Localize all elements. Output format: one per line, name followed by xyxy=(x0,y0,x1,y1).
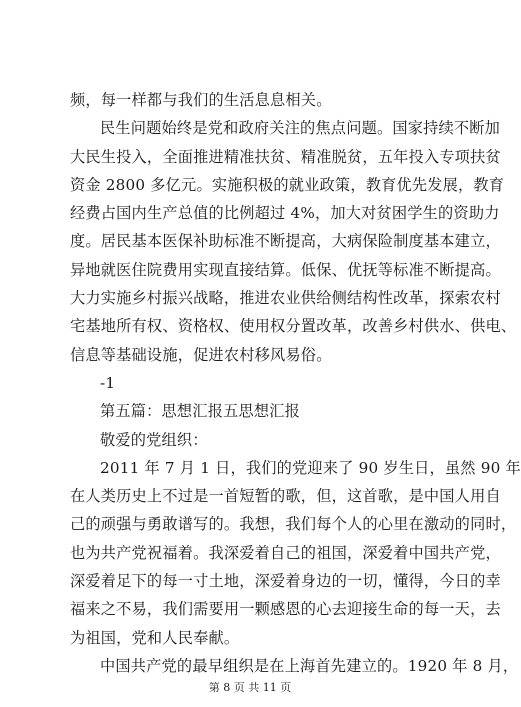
text-line-7: 异地就医住院费用实现直接结算。低保、优抚等标准不断提高。 xyxy=(70,260,501,279)
text-line-17: 也为共产党祝福着。我深爱着自己的祖国，深爱着中国共产党， xyxy=(70,543,501,562)
text-line-19: 福来之不易，我们需要用一颗感恩的心去迎接生命的每一天，去 xyxy=(70,600,501,619)
page-footer: 第 8 页 共 11 页 xyxy=(208,681,292,694)
text-line-10: 信息等基础设施，促进农村移风易俗。 xyxy=(70,345,332,364)
text-line-5: 经费占国内生产总值的比例超过 4%，加大对贫困学生的资助力 xyxy=(70,204,500,223)
text-line-6: 度。居民基本医保补助标准不断提高，大病保险制度基本建立， xyxy=(70,232,501,251)
text-line-14: 2011 年 7 月 1 日，我们的党迎来了 90 岁生日，虽然 90 年 xyxy=(100,458,521,477)
text-line-20: 为祖国，党和人民奉献。 xyxy=(70,628,240,647)
text-line-1: 频，每一样都与我们的生活息息相关。 xyxy=(70,91,332,109)
text-line-16: 己的顽强与勇敢谱写的。我想，我们每个人的心里在激动的同时， xyxy=(70,515,517,534)
section-heading: 第五篇：思想汇报五思想汇报 xyxy=(100,402,301,421)
document-body xyxy=(70,86,521,680)
text-line-18: 深爱着足下的每一寸土地，深爱着身边的一切，懂得，今日的幸 xyxy=(70,572,501,591)
text-line-9: 宅基地所有权、资格权、使用权分置改革，改善乡村供水、供电、 xyxy=(70,317,517,336)
text-line-21: 中国共产党的最早组织是在上海首先建立的。1920 年 8 月， xyxy=(100,656,519,675)
text-line-8: 大力实施乡村振兴战略，推进农业供给侧结构性改革，探索农村 xyxy=(70,289,501,308)
text-line-15: 在人类历史上不过是一首短暂的歌，但，这首歌，是中国人用自 xyxy=(70,487,501,506)
text-line-4: 资金 2800 多亿元。实施积极的就业政策，教育优先发展，教育 xyxy=(70,175,505,194)
text-line-11: -1 xyxy=(100,373,116,392)
text-line-3: 大民生投入，全面推进精准扶贫、精准脱贫，五年投入专项扶贫 xyxy=(70,147,501,166)
text-line-2: 民生问题始终是党和政府关注的焦点问题。国家持续不断加 xyxy=(100,119,501,138)
salutation: 敬爱的党组织： xyxy=(100,430,208,449)
